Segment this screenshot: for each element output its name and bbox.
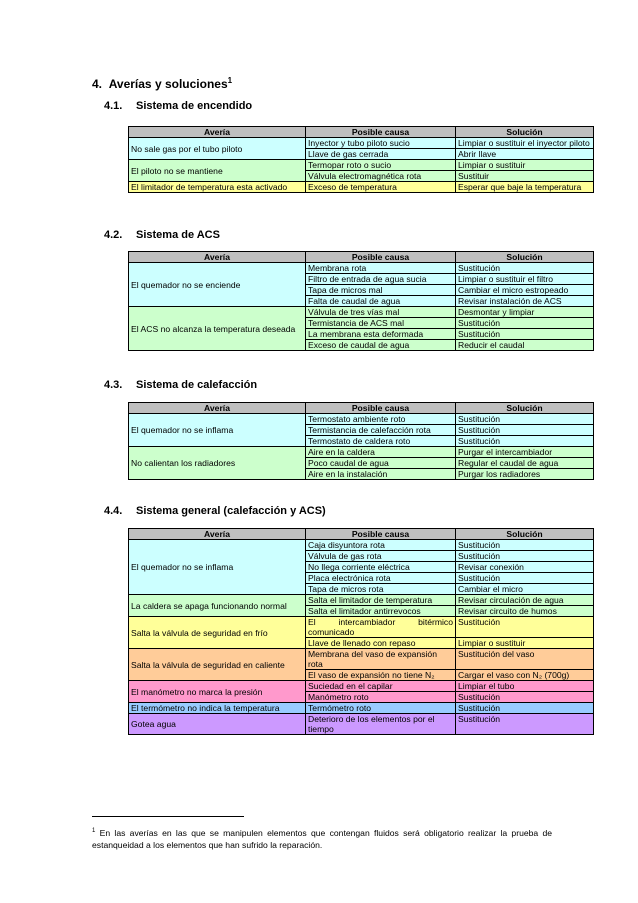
- cause-cell: Termostato de caldera roto: [306, 436, 456, 447]
- footnote-mark: 1: [92, 828, 96, 834]
- cause-cell: Manómetro roto: [306, 692, 456, 703]
- cause-cell: No llega corriente eléctrica: [306, 562, 456, 573]
- footnote: [92, 825, 552, 851]
- solution-cell: Sustituir: [456, 171, 594, 182]
- section-heading: [104, 100, 252, 112]
- faults-table: [128, 528, 594, 735]
- solution-cell: Sustitución: [456, 414, 594, 425]
- chapter-title: Averías y soluciones: [108, 77, 228, 91]
- footnote-text: En las averías en las que se manipulen elementos que contengan fluidos será obligatorio realizar la prueba de estanqueidad a los elementos que han sufrido la reparación.: [92, 827, 553, 850]
- fault-cell: Gotea agua: [129, 714, 306, 735]
- table-row: [129, 414, 594, 425]
- table-header-row: [129, 127, 594, 138]
- solution-cell: Sustitución: [456, 263, 594, 274]
- table-row: [129, 540, 594, 551]
- section-heading: [104, 505, 326, 517]
- solution-cell: Revisar circulación de agua: [456, 595, 594, 606]
- cause-cell: Suciedad en el capilar: [306, 681, 456, 692]
- solution-cell: Revisar conexión: [456, 562, 594, 573]
- column-header-causa: Posible causa: [306, 529, 456, 540]
- column-header-averia: Avería: [129, 403, 306, 414]
- chapter-number: 4.: [92, 77, 103, 91]
- section-number: 4.1.: [104, 100, 123, 112]
- cause-cell: Termopar roto o sucio: [306, 160, 456, 171]
- solution-cell: Sustitución: [456, 692, 594, 703]
- cause-cell: Tapa de micros mal: [306, 285, 456, 296]
- chapter-heading: [92, 76, 232, 91]
- column-header-averia: Avería: [129, 252, 306, 263]
- cause-cell: Termómetro roto: [306, 703, 456, 714]
- fault-cell: No sale gas por el tubo piloto: [129, 138, 306, 160]
- table-row: [129, 714, 594, 735]
- solution-cell: Sustitución: [456, 714, 594, 735]
- solution-cell: Cargar el vaso con N₂ (700g): [456, 670, 594, 681]
- fault-cell: El piloto no se mantiene: [129, 160, 306, 182]
- section-title: Sistema de ACS: [136, 229, 220, 241]
- solution-cell: Purgar los radiadores: [456, 469, 594, 480]
- column-header-solucion: Solución: [456, 127, 594, 138]
- cause-cell: Aire en la instalación: [306, 469, 456, 480]
- table-row: [129, 681, 594, 692]
- faults-table: [128, 251, 594, 351]
- footnote-reference: 1: [227, 76, 233, 85]
- faults-table: [128, 402, 594, 480]
- column-header-causa: Posible causa: [306, 252, 456, 263]
- table-row: [129, 649, 594, 670]
- section-heading: [104, 379, 257, 391]
- table-row: [129, 160, 594, 171]
- cause-cell: Salta el limitador antirrevocos: [306, 606, 456, 617]
- table-row: [129, 138, 594, 149]
- fault-cell: El manómetro no marca la presión: [129, 681, 306, 703]
- solution-cell: Sustitución del vaso: [456, 649, 594, 670]
- table-row: [129, 307, 594, 318]
- cause-cell: Poco caudal de agua: [306, 458, 456, 469]
- footnote-separator: [92, 816, 244, 817]
- column-header-averia: Avería: [129, 529, 306, 540]
- cause-cell: Exceso de temperatura: [306, 182, 456, 193]
- solution-cell: Purgar el intercambiador: [456, 447, 594, 458]
- column-header-causa: Posible causa: [306, 403, 456, 414]
- table-row: [129, 595, 594, 606]
- fault-cell: El limitador de temperatura esta activado: [129, 182, 306, 193]
- fault-cell: La caldera se apaga funcionando normal: [129, 595, 306, 617]
- solution-cell: Sustitución: [456, 617, 594, 638]
- section-title: Sistema de encendido: [136, 100, 253, 112]
- solution-cell: Reducir el caudal: [456, 340, 594, 351]
- solution-cell: Esperar que baje la temperatura: [456, 182, 594, 193]
- table-row: [129, 447, 594, 458]
- solution-cell: Limpiar el tubo: [456, 681, 594, 692]
- cause-cell: Válvula de gas rota: [306, 551, 456, 562]
- cause-cell: Membrana rota: [306, 263, 456, 274]
- section-heading: [104, 229, 220, 241]
- fault-cell: El termómetro no indica la temperatura: [129, 703, 306, 714]
- solution-cell: Revisar instalación de ACS: [456, 296, 594, 307]
- column-header-solucion: Solución: [456, 403, 594, 414]
- cause-cell: Llave de llenado con repaso: [306, 638, 456, 649]
- section-number: 4.3.: [104, 379, 123, 391]
- table-row: [129, 182, 594, 193]
- fault-cell: El quemador no se inflama: [129, 414, 306, 447]
- section-number: 4.2.: [104, 229, 123, 241]
- cause-cell: Aire en la caldera: [306, 447, 456, 458]
- solution-cell: Sustitución: [456, 329, 594, 340]
- solution-cell: Limpiar o sustituir el inyector piloto: [456, 138, 594, 149]
- table-row: [129, 703, 594, 714]
- cause-cell: Válvula electromagnética rota: [306, 171, 456, 182]
- cause-cell: Membrana del vaso de expansión rota: [306, 649, 456, 670]
- table-row: [129, 263, 594, 274]
- solution-cell: Sustitución: [456, 703, 594, 714]
- fault-cell: Salta la válvula de seguridad en caliente: [129, 649, 306, 681]
- cause-cell: Termistancia de ACS mal: [306, 318, 456, 329]
- solution-cell: Sustitución: [456, 540, 594, 551]
- cause-cell: Salta el limitador de temperatura: [306, 595, 456, 606]
- column-header-averia: Avería: [129, 127, 306, 138]
- table-header-row: [129, 252, 594, 263]
- fault-cell: Salta la válvula de seguridad en frío: [129, 617, 306, 649]
- faults-table: [128, 126, 594, 193]
- cause-cell: Exceso de caudal de agua: [306, 340, 456, 351]
- solution-cell: Sustitución: [456, 425, 594, 436]
- solution-cell: Cambiar el micro: [456, 584, 594, 595]
- solution-cell: Sustitución: [456, 436, 594, 447]
- solution-cell: Limpiar o sustituir: [456, 638, 594, 649]
- solution-cell: Sustitución: [456, 573, 594, 584]
- fault-cell: El ACS no alcanza la temperatura deseada: [129, 307, 306, 351]
- cause-cell: Falta de caudal de agua: [306, 296, 456, 307]
- section-title: Sistema general (calefacción y ACS): [136, 505, 326, 517]
- solution-cell: Cambiar el micro estropeado: [456, 285, 594, 296]
- cause-cell: Caja disyuntora rota: [306, 540, 456, 551]
- table-header-row: [129, 529, 594, 540]
- solution-cell: Limpiar o sustituir el filtro: [456, 274, 594, 285]
- solution-cell: Regular el caudal de agua: [456, 458, 594, 469]
- section-title: Sistema de calefacción: [136, 379, 258, 391]
- solution-cell: Abrir llave: [456, 149, 594, 160]
- cause-cell: Placa electrónica rota: [306, 573, 456, 584]
- fault-cell: El quemador no se inflama: [129, 540, 306, 595]
- table-header-row: [129, 403, 594, 414]
- solution-cell: Limpiar o sustituir: [456, 160, 594, 171]
- fault-cell: No calientan los radiadores: [129, 447, 306, 480]
- cause-cell: El vaso de expansión no tiene N₂: [306, 670, 456, 681]
- cause-cell: Inyector y tubo piloto sucio: [306, 138, 456, 149]
- solution-cell: Sustitución: [456, 551, 594, 562]
- cause-cell: Válvula de tres vías mal: [306, 307, 456, 318]
- cause-cell: Filtro de entrada de agua sucia: [306, 274, 456, 285]
- cause-cell: Termostato ambiente roto: [306, 414, 456, 425]
- column-header-causa: Posible causa: [306, 127, 456, 138]
- solution-cell: Desmontar y limpiar: [456, 307, 594, 318]
- cause-cell: Termistancia de calefacción rota: [306, 425, 456, 436]
- solution-cell: Sustitución: [456, 318, 594, 329]
- fault-cell: El quemador no se enciende: [129, 263, 306, 307]
- cause-cell: Deterioro de los elementos por el tiempo: [306, 714, 456, 735]
- cause-cell: El intercambiador bitérmico comunicado: [306, 617, 456, 638]
- section-number: 4.4.: [104, 505, 123, 517]
- cause-cell: Tapa de micros rota: [306, 584, 456, 595]
- cause-cell: Llave de gas cerrada: [306, 149, 456, 160]
- table-row: [129, 617, 594, 638]
- solution-cell: Revisar circuito de humos: [456, 606, 594, 617]
- cause-cell: La membrana esta deformada: [306, 329, 456, 340]
- column-header-solucion: Solución: [456, 529, 594, 540]
- column-header-solucion: Solución: [456, 252, 594, 263]
